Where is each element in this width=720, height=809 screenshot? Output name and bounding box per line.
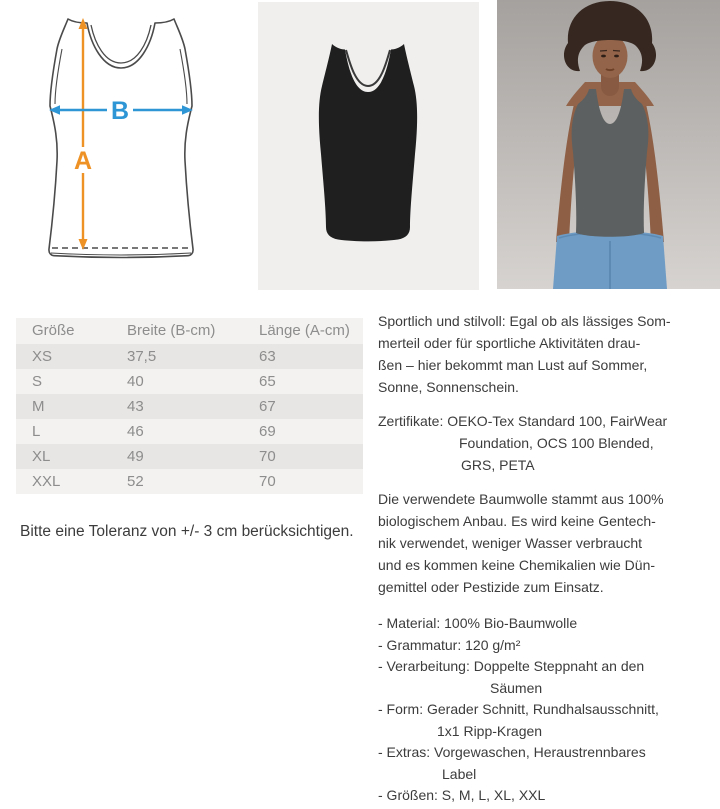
- description-line: - Extras: Vorgewaschen, Heraustrennbares: [378, 744, 646, 760]
- size-cell: 63: [259, 348, 276, 365]
- size-table-header-row: [16, 318, 363, 344]
- description-line: Sonne, Sonnenschein.: [378, 379, 519, 395]
- description-block-cotton: [378, 488, 720, 598]
- size-cell: 37,5: [127, 348, 157, 365]
- size-cell: XS: [32, 348, 53, 365]
- size-cell: 49: [127, 448, 144, 465]
- product-description: [378, 310, 720, 807]
- size-cell: 69: [259, 423, 276, 440]
- description-block-intro: [378, 310, 720, 398]
- description-line: Label: [442, 765, 477, 782]
- size-cell: 67: [259, 398, 276, 415]
- description-line: GRS, PETA: [461, 457, 535, 473]
- model-photo: [497, 0, 720, 289]
- description-line: nik verwendet, weniger Wasser verbraucht: [378, 535, 643, 551]
- description-line: Foundation, OCS 100 Blended,: [459, 435, 654, 451]
- header-breite: Breite (B-cm): [127, 322, 216, 339]
- label-b: B: [110, 97, 130, 125]
- description-line: - Form: Gerader Schnitt, Rundhalsausschnitt,: [378, 701, 659, 717]
- size-cell: 65: [259, 373, 276, 390]
- description-line: - Verarbeitung: Doppelte Steppnaht an den: [378, 658, 645, 674]
- size-diagram-image: [45, 13, 197, 263]
- size-row-xxl: [16, 469, 363, 494]
- description-line: 1x1 Ripp-Kragen: [437, 722, 543, 739]
- description-line: - Grammatur: 120 g/m²: [378, 636, 521, 653]
- description-line: biologischem Anbau. Es wird keine Gentech-: [378, 513, 656, 529]
- size-table-body: [16, 344, 363, 494]
- description-line: merteil oder für sportliche Aktivitäten drau-: [378, 335, 641, 351]
- size-cell: 40: [127, 373, 144, 390]
- size-cell: XXL: [32, 473, 61, 490]
- description-line: Säumen: [490, 679, 543, 696]
- description-line: gemittel oder Pestizide zum Einsatz.: [378, 579, 604, 595]
- label-a: A: [73, 147, 93, 175]
- description-line: Sportlich und stilvoll: Egal ob als lässiges Som-: [378, 313, 671, 329]
- model-wearing-tank-top-image: [497, 0, 720, 289]
- black-tank-top-image: [258, 2, 479, 290]
- size-row-xs: [16, 344, 363, 369]
- tolerance-note: Bitte eine Toleranz von +/- 3 cm berücksichtigen.: [20, 523, 354, 540]
- size-row-s: [16, 369, 363, 394]
- size-row-xl: [16, 444, 363, 469]
- header-laenge: Länge (A-cm): [259, 322, 350, 339]
- size-row-l: [16, 419, 363, 444]
- tank-top-outline-drawing: [45, 13, 197, 263]
- size-cell: L: [32, 423, 41, 440]
- header-groesse: Größe: [32, 322, 75, 339]
- size-cell: 52: [127, 473, 144, 490]
- size-cell: 43: [127, 398, 144, 415]
- size-cell: 46: [127, 423, 144, 440]
- description-line: ßen – hier bekommt man Lust auf Sommer,: [378, 357, 648, 373]
- description-block-specs: [378, 613, 720, 807]
- size-cell: XL: [32, 448, 51, 465]
- description-block-certificates: [378, 410, 720, 476]
- size-cell: M: [32, 398, 45, 415]
- description-line: - Material: 100% Bio-Baumwolle: [378, 615, 578, 631]
- size-cell: 70: [259, 473, 276, 490]
- size-cell: S: [32, 373, 43, 390]
- product-photo: [258, 2, 479, 290]
- description-line: und es kommen keine Chemikalien wie Dün-: [378, 557, 656, 573]
- size-row-m: [16, 394, 363, 419]
- size-table: [16, 318, 363, 494]
- description-line: - Größen: S, M, L, XL, XXL: [378, 787, 546, 803]
- size-cell: 70: [259, 448, 276, 465]
- description-line: Die verwendete Baumwolle stammt aus 100%: [378, 491, 664, 507]
- description-line: Zertifikate: OEKO-Tex Standard 100, FairWear: [378, 413, 668, 429]
